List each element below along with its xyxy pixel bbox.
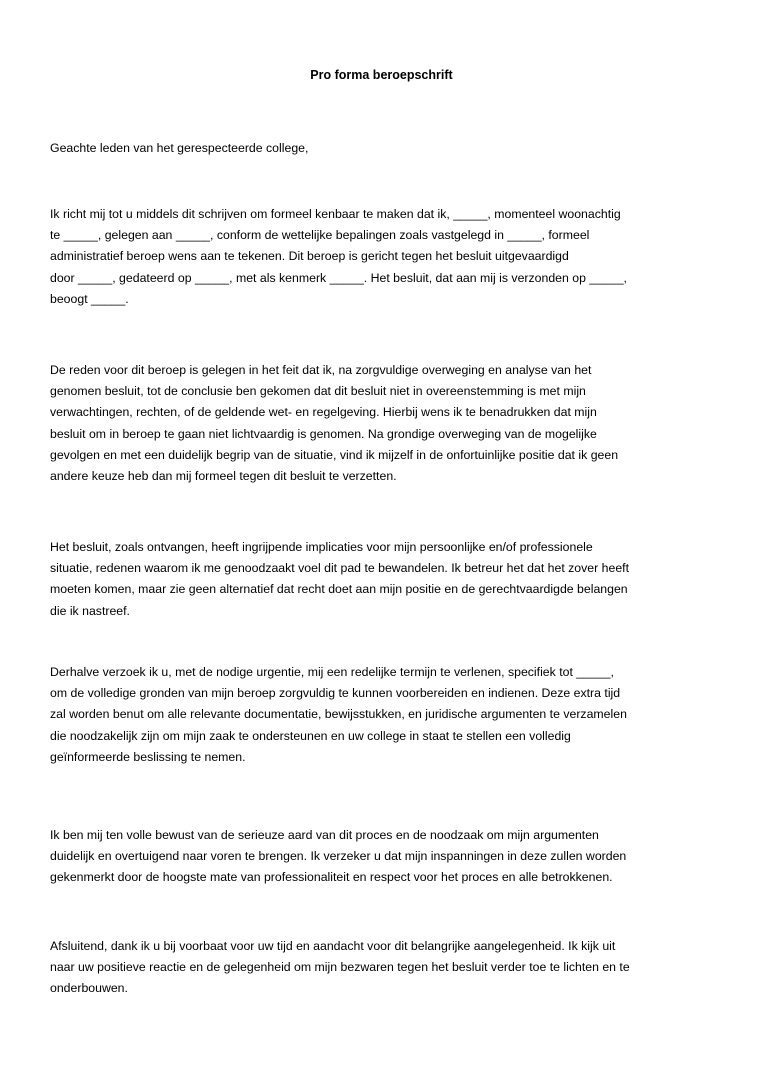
salutation: Geachte leden van het gerespecteerde college,: [50, 141, 309, 155]
paragraph-closing: Afsluitend, dank ik u bij voorbaat voor uw tijd en aandacht voor dit belangrijke aangelegenheid. Ik kijk uit naar uw positieve reactie en de gelegenheid om mijn bezwaren tegen het besluit verder toe te lichten en te onderbouwen.: [50, 939, 630, 996]
paragraph-reason: De reden voor dit beroep is gelegen in het feit dat ik, na zorgvuldige overweging en analyse van het genomen besluit, tot de conclusie ben gekomen dat dit besluit niet in overeenstemming is met mijn verwachtingen, rechten, of de geldende wet- en regelgeving. Hierbij wens ik te benadrukken dat mijn besluit om in beroep te gaan niet lichtvaardig is genomen. Na grondige overweging van de mogelijke gevolgen en met een duidelijk begrip van de situatie, vind ik mijzelf in de onfortuinlijke positie dat ik geen andere keuze heb dan mij formeel tegen dit besluit te verzetten.: [50, 363, 619, 484]
paragraph-request-extension: Derhalve verzoek ik u, met de nodige urgentie, mij een redelijke termijn te verlenen, specifiek tot _____, om de volledige gronden van mijn beroep zorgvuldig te kunnen voorbereiden en indienen. Deze extra tijd zal worden benut om alle relevante documentatie, bewijsstukken, en juridische argumenten te verzamelen die noodzakelijk zijn om mijn zaak te ondersteunen en uw college in staat te stellen een volledig geïnformeerde beslissing te nemen.: [50, 665, 627, 764]
paragraph-commitment: Ik ben mij ten volle bewust van de serieuze aard van dit proces en de noodzaak om mijn argumenten duidelijk en overtuigend naar voren te brengen. Ik verzeker u dat mijn inspanningen in deze zullen worden gekenmerkt door de hoogste mate van professionaliteit en respect voor het proces en alle betrokkenen.: [50, 828, 627, 885]
document-title: Pro forma beroepschrift: [310, 68, 453, 82]
paragraph-introduction: Ik richt mij tot u middels dit schrijven om formeel kenbaar te maken dat ik, _____, momenteel woonachtig te _____, gelegen aan _____, conform de wettelijke bepalingen zoals vastgelegd in _____, formeel administratief beroep wens aan te tekenen. Dit beroep is gericht tegen het besluit uitgevaardigd door _____, gedateerd op _____, met als kenmerk _____. Het besluit, dat aan mij is verzonden op _____, beoogt _____.: [50, 207, 627, 306]
paragraph-implications: Het besluit, zoals ontvangen, heeft ingrijpende implicaties voor mijn persoonlijke en/of professionele situatie, redenen waarom ik me genoodzaakt voel dit pad te bewandelen. Ik betreur het dat het zover heeft moeten komen, maar zie geen alternatief dat recht doet aan mijn positie en de gerechtvaardigde belangen die ik nastreef.: [50, 540, 629, 618]
